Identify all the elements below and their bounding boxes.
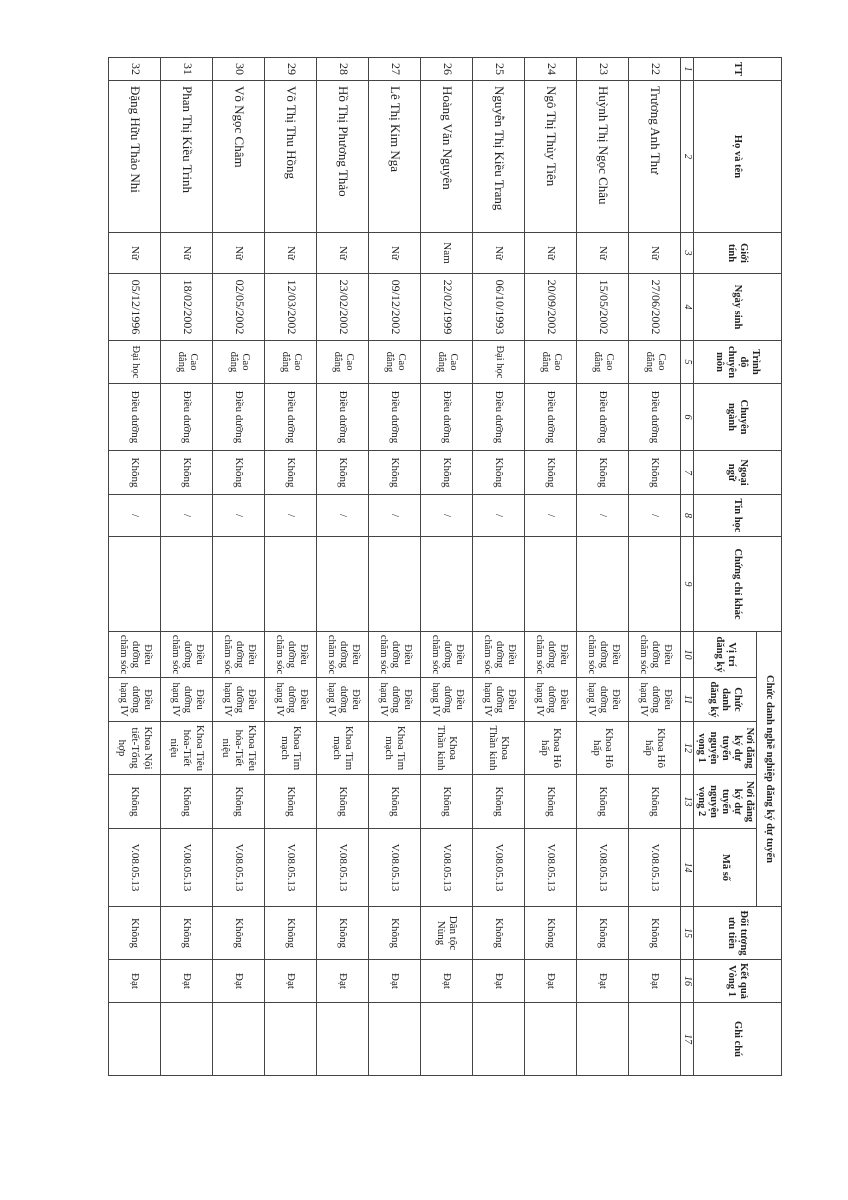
cell-place1: Khoa Thần kinh xyxy=(421,722,473,775)
table-row xyxy=(421,58,473,1076)
cell-it: / xyxy=(369,495,421,537)
cell-title: Điều dưỡng hạng IV xyxy=(421,678,473,722)
cell-priority: Không xyxy=(473,907,525,960)
cell-place1: Khoa Tim mạch xyxy=(265,722,317,775)
cell-name: Huỳnh Thị Ngọc Châu xyxy=(577,81,629,233)
table-row xyxy=(577,58,629,1076)
cell-place2: Không xyxy=(265,775,317,829)
cell-note xyxy=(421,1003,473,1076)
cell-priority: Không xyxy=(577,907,629,960)
cell-level: Đại học xyxy=(473,341,525,384)
cell-place1: Khoa Hô hấp xyxy=(577,722,629,775)
cell-level: Cao đẳng xyxy=(265,341,317,384)
cell-position: Điều dưỡng chăm sóc xyxy=(421,632,473,678)
cell-lang: Không xyxy=(161,451,213,495)
cell-priority: Không xyxy=(525,907,577,960)
cell-major: Điều dưỡng xyxy=(265,384,317,451)
cell-name: Nguyễn Thị Kiều Trang xyxy=(473,81,525,233)
cell-it: / xyxy=(525,495,577,537)
cell-name: Võ Ngọc Châm xyxy=(213,81,265,233)
col-number: 4 xyxy=(681,274,694,341)
cell-lang: Không xyxy=(213,451,265,495)
cell-note xyxy=(629,1003,681,1076)
cell-level: Cao đẳng xyxy=(369,341,421,384)
table-row xyxy=(109,58,161,1076)
col-place1-header: Nơi đăng ký dự tuyển nguyện vọng 1 xyxy=(693,722,756,775)
cell-dob: 12/03/2002 xyxy=(265,274,317,341)
table-row xyxy=(317,58,369,1076)
cell-tt: 23 xyxy=(577,58,629,81)
cell-result: Đạt xyxy=(629,960,681,1003)
cell-priority: Không xyxy=(109,907,161,960)
cell-gender: Nữ xyxy=(161,233,213,274)
cell-title: Điều dưỡng hạng IV xyxy=(109,678,161,722)
col-level-header: Trình độ chuyên môn xyxy=(693,341,781,384)
cell-result: Đạt xyxy=(109,960,161,1003)
cell-code: V.08.05.13 xyxy=(629,829,681,907)
cell-major: Điều dưỡng xyxy=(421,384,473,451)
cell-title: Điều dưỡng hạng IV xyxy=(473,678,525,722)
cell-code: V.08.05.13 xyxy=(525,829,577,907)
cell-lang: Không xyxy=(109,451,161,495)
cell-gender: Nữ xyxy=(317,233,369,274)
cell-major: Điều dưỡng xyxy=(473,384,525,451)
cell-cert xyxy=(161,537,213,632)
cell-name: Phan Thị Kiều Trinh xyxy=(161,81,213,233)
cell-lang: Không xyxy=(421,451,473,495)
cell-code: V.08.05.13 xyxy=(577,829,629,907)
col-lang-header: Ngoại ngữ xyxy=(693,451,781,495)
cell-position: Điều dưỡng chăm sóc xyxy=(109,632,161,678)
cell-place2: Không xyxy=(577,775,629,829)
col-number: 11 xyxy=(681,678,694,722)
col-gender-header: Giới tính xyxy=(693,233,781,274)
candidate-table xyxy=(108,57,782,1076)
cell-code: V.08.05.13 xyxy=(421,829,473,907)
col-result-header: Kết quả Vòng 1 xyxy=(693,960,781,1003)
cell-note xyxy=(473,1003,525,1076)
cell-note xyxy=(525,1003,577,1076)
cell-major: Điều dưỡng xyxy=(161,384,213,451)
cell-place1: Khoa Tiêu hóa-Tiết niệu xyxy=(161,722,213,775)
cell-position: Điều dưỡng chăm sóc xyxy=(265,632,317,678)
cell-name: Đặng Hữu Thảo Nhi xyxy=(109,81,161,233)
cell-note xyxy=(265,1003,317,1076)
cell-dob: 23/02/2002 xyxy=(317,274,369,341)
cell-note xyxy=(369,1003,421,1076)
group-header: Chức danh nghề nghiệp đăng ký dự tuyển xyxy=(757,632,782,907)
cell-priority: Không xyxy=(265,907,317,960)
col-cert-header: Chứng chỉ khác xyxy=(693,537,781,632)
cell-major: Điều dưỡng xyxy=(213,384,265,451)
cell-position: Điều dưỡng chăm sóc xyxy=(317,632,369,678)
cell-position: Điều dưỡng chăm sóc xyxy=(577,632,629,678)
cell-result: Đạt xyxy=(317,960,369,1003)
cell-result: Đạt xyxy=(421,960,473,1003)
cell-priority: Không xyxy=(317,907,369,960)
cell-place2: Không xyxy=(161,775,213,829)
col-position-header: Vị trí đăng ký xyxy=(693,632,756,678)
cell-cert xyxy=(577,537,629,632)
table-row xyxy=(213,58,265,1076)
cell-it: / xyxy=(213,495,265,537)
col-name-header: Họ và tên xyxy=(693,81,781,233)
cell-tt: 22 xyxy=(629,58,681,81)
cell-level: Cao đẳng xyxy=(421,341,473,384)
cell-lang: Không xyxy=(369,451,421,495)
cell-level: Cao đẳng xyxy=(213,341,265,384)
col-tt-header: TT xyxy=(693,58,781,81)
col-number: 12 xyxy=(681,722,694,775)
cell-lang: Không xyxy=(525,451,577,495)
column-number-row xyxy=(681,58,694,1076)
cell-title: Điều dưỡng hạng IV xyxy=(629,678,681,722)
cell-level: Cao đẳng xyxy=(629,341,681,384)
cell-major: Điều dưỡng xyxy=(317,384,369,451)
cell-tt: 28 xyxy=(317,58,369,81)
col-number: 5 xyxy=(681,341,694,384)
cell-lang: Không xyxy=(577,451,629,495)
cell-tt: 25 xyxy=(473,58,525,81)
cell-it: / xyxy=(421,495,473,537)
cell-dob: 15/05/2002 xyxy=(577,274,629,341)
cell-gender: Nữ xyxy=(629,233,681,274)
cell-place2: Không xyxy=(525,775,577,829)
cell-level: Cao đẳng xyxy=(161,341,213,384)
cell-priority: Dân tộc Nùng xyxy=(421,907,473,960)
cell-cert xyxy=(317,537,369,632)
cell-title: Điều dưỡng hạng IV xyxy=(577,678,629,722)
cell-level: Cao đẳng xyxy=(317,341,369,384)
cell-lang: Không xyxy=(265,451,317,495)
col-number: 2 xyxy=(681,81,694,233)
cell-note xyxy=(577,1003,629,1076)
cell-result: Đạt xyxy=(525,960,577,1003)
col-number: 17 xyxy=(681,1003,694,1076)
cell-it: / xyxy=(109,495,161,537)
cell-name: Trương Anh Thư xyxy=(629,81,681,233)
cell-gender: Nữ xyxy=(213,233,265,274)
cell-priority: Không xyxy=(369,907,421,960)
cell-priority: Không xyxy=(629,907,681,960)
cell-gender: Nữ xyxy=(369,233,421,274)
col-code-header: Mã số xyxy=(693,829,756,907)
cell-it: / xyxy=(161,495,213,537)
cell-name: Võ Thị Thu Hồng xyxy=(265,81,317,233)
cell-tt: 31 xyxy=(161,58,213,81)
cell-major: Điều dưỡng xyxy=(525,384,577,451)
col-number: 10 xyxy=(681,632,694,678)
col-number: 16 xyxy=(681,960,694,1003)
cell-dob: 18/02/2002 xyxy=(161,274,213,341)
cell-major: Điều dưỡng xyxy=(577,384,629,451)
cell-cert xyxy=(265,537,317,632)
cell-cert xyxy=(213,537,265,632)
table-row xyxy=(265,58,317,1076)
table-row xyxy=(369,58,421,1076)
col-number: 3 xyxy=(681,233,694,274)
cell-code: V.08.05.13 xyxy=(161,829,213,907)
cell-code: V.08.05.13 xyxy=(265,829,317,907)
table-row xyxy=(525,58,577,1076)
cell-cert xyxy=(109,537,161,632)
cell-place2: Không xyxy=(629,775,681,829)
cell-place1: Khoa Hô hấp xyxy=(629,722,681,775)
cell-it: / xyxy=(577,495,629,537)
cell-title: Điều dưỡng hạng IV xyxy=(265,678,317,722)
cell-position: Điều dưỡng chăm sóc xyxy=(161,632,213,678)
cell-cert xyxy=(421,537,473,632)
cell-lang: Không xyxy=(317,451,369,495)
cell-cert xyxy=(369,537,421,632)
cell-gender: Nữ xyxy=(109,233,161,274)
cell-name: Ngô Thị Thùy Tiên xyxy=(525,81,577,233)
cell-it: / xyxy=(629,495,681,537)
cell-gender: Nữ xyxy=(473,233,525,274)
cell-title: Điều dưỡng hạng IV xyxy=(369,678,421,722)
cell-lang: Không xyxy=(629,451,681,495)
col-it-header: Tin học xyxy=(693,495,781,537)
cell-place1: Khoa Nội tiết-Tổng hợp xyxy=(109,722,161,775)
cell-code: V.08.05.13 xyxy=(109,829,161,907)
cell-dob: 09/12/2002 xyxy=(369,274,421,341)
col-number: 14 xyxy=(681,829,694,907)
cell-gender: Nữ xyxy=(577,233,629,274)
cell-dob: 06/10/1993 xyxy=(473,274,525,341)
cell-name: Hồ Thị Phương Thảo xyxy=(317,81,369,233)
cell-place2: Không xyxy=(317,775,369,829)
cell-dob: 02/05/2002 xyxy=(213,274,265,341)
cell-code: V.08.05.13 xyxy=(369,829,421,907)
cell-gender: Nam xyxy=(421,233,473,274)
col-title-header: Chức danh đăng ký xyxy=(693,678,756,722)
cell-result: Đạt xyxy=(369,960,421,1003)
cell-level: Cao đẳng xyxy=(525,341,577,384)
cell-cert xyxy=(629,537,681,632)
cell-result: Đạt xyxy=(473,960,525,1003)
cell-position: Điều dưỡng chăm sóc xyxy=(369,632,421,678)
cell-dob: 20/09/2002 xyxy=(525,274,577,341)
col-number: 6 xyxy=(681,384,694,451)
cell-title: Điều dưỡng hạng IV xyxy=(213,678,265,722)
cell-note xyxy=(161,1003,213,1076)
table-row xyxy=(473,58,525,1076)
table-row xyxy=(629,58,681,1076)
col-number: 1 xyxy=(681,58,694,81)
table-row xyxy=(161,58,213,1076)
cell-major: Điều dưỡng xyxy=(109,384,161,451)
cell-position: Điều dưỡng chăm sóc xyxy=(525,632,577,678)
cell-tt: 30 xyxy=(213,58,265,81)
cell-level: Đại học xyxy=(109,341,161,384)
cell-lang: Không xyxy=(473,451,525,495)
cell-result: Đạt xyxy=(265,960,317,1003)
cell-dob: 27/06/2002 xyxy=(629,274,681,341)
cell-place2: Không xyxy=(213,775,265,829)
col-dob-header: Ngày sinh xyxy=(693,274,781,341)
cell-place2: Không xyxy=(109,775,161,829)
cell-place2: Không xyxy=(421,775,473,829)
cell-tt: 24 xyxy=(525,58,577,81)
cell-note xyxy=(317,1003,369,1076)
cell-priority: Không xyxy=(161,907,213,960)
cell-place1: Khoa Thần kinh xyxy=(473,722,525,775)
col-number: 7 xyxy=(681,451,694,495)
cell-tt: 27 xyxy=(369,58,421,81)
cell-name: Hoàng Văn Nguyên xyxy=(421,81,473,233)
cell-note xyxy=(213,1003,265,1076)
cell-priority: Không xyxy=(213,907,265,960)
cell-tt: 32 xyxy=(109,58,161,81)
cell-tt: 29 xyxy=(265,58,317,81)
col-number: 13 xyxy=(681,775,694,829)
col-number: 8 xyxy=(681,495,694,537)
cell-note xyxy=(109,1003,161,1076)
col-number: 15 xyxy=(681,907,694,960)
cell-place1: Khoa Tim mạch xyxy=(369,722,421,775)
cell-gender: Nữ xyxy=(525,233,577,274)
cell-place2: Không xyxy=(369,775,421,829)
cell-it: / xyxy=(265,495,317,537)
cell-result: Đạt xyxy=(213,960,265,1003)
cell-major: Điều dưỡng xyxy=(369,384,421,451)
cell-dob: 05/12/1996 xyxy=(109,274,161,341)
cell-tt: 26 xyxy=(421,58,473,81)
cell-place1: Khoa Hô hấp xyxy=(525,722,577,775)
cell-it: / xyxy=(317,495,369,537)
cell-title: Điều dưỡng hạng IV xyxy=(525,678,577,722)
cell-gender: Nữ xyxy=(265,233,317,274)
cell-code: V.08.05.13 xyxy=(213,829,265,907)
cell-level: Cao đẳng xyxy=(577,341,629,384)
cell-result: Đạt xyxy=(577,960,629,1003)
cell-cert xyxy=(525,537,577,632)
cell-result: Đạt xyxy=(161,960,213,1003)
cell-place2: Không xyxy=(473,775,525,829)
cell-cert xyxy=(473,537,525,632)
cell-it: / xyxy=(473,495,525,537)
cell-code: V.08.05.13 xyxy=(317,829,369,907)
cell-title: Điều dưỡng hạng IV xyxy=(161,678,213,722)
cell-dob: 22/02/1999 xyxy=(421,274,473,341)
col-number: 9 xyxy=(681,537,694,632)
cell-position: Điều dưỡng chăm sóc xyxy=(213,632,265,678)
cell-major: Điều dưỡng xyxy=(629,384,681,451)
table-body xyxy=(109,58,681,1076)
cell-place1: Khoa Tiêu hóa-Tiết niệu xyxy=(213,722,265,775)
cell-position: Điều dưỡng chăm sóc xyxy=(473,632,525,678)
cell-place1: Khoa Tim mạch xyxy=(317,722,369,775)
col-priority-header: Đối tượng ưu tiên xyxy=(693,907,781,960)
col-note-header: Ghi chú xyxy=(693,1003,781,1076)
cell-code: V.08.05.13 xyxy=(473,829,525,907)
col-major-header: Chuyên ngành xyxy=(693,384,781,451)
cell-name: Lê Thị Kim Nga xyxy=(369,81,421,233)
cell-title: Điều dưỡng hạng IV xyxy=(317,678,369,722)
cell-position: Điều dưỡng chăm sóc xyxy=(629,632,681,678)
col-place2-header: Nơi đăng ký dự tuyển nguyện vọng 2 xyxy=(693,775,756,829)
